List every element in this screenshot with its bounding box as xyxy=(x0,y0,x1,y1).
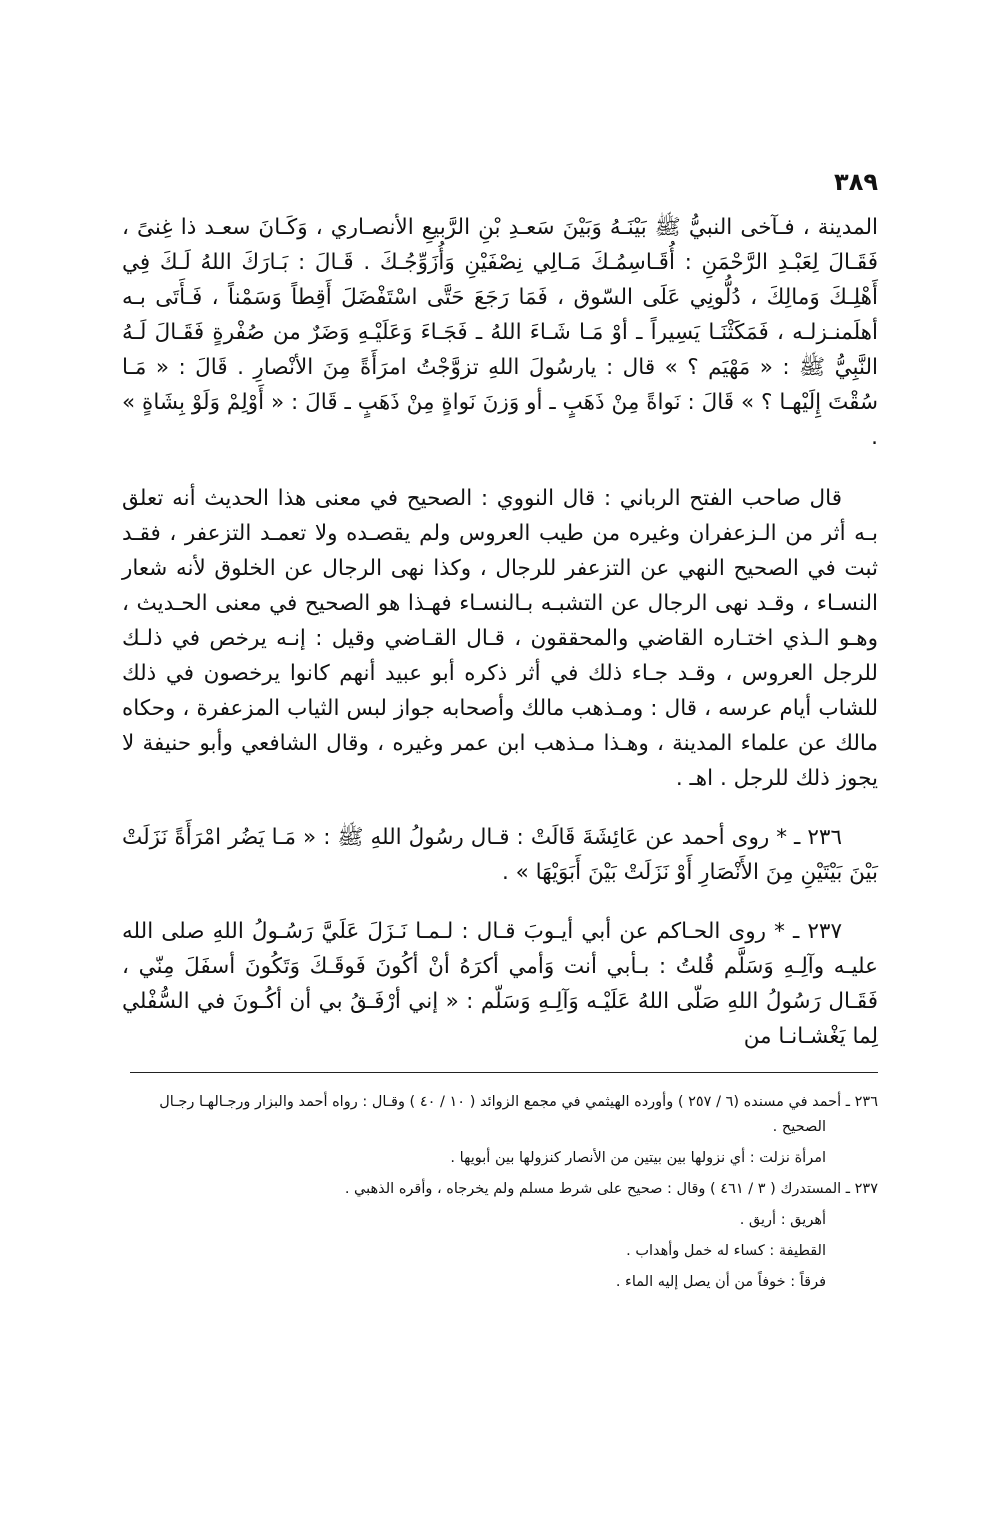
page-number: ٣٨٩ xyxy=(834,168,878,196)
paragraph-hadith-237: ٢٣٧ ـ * روى الحـاكم عن أبي أيـوبَ قـال : لـمـا نَـزَلَ عَلَيَّ رَسُـولُ اللهِ صلى الله عليـه وآلِـهِ وَسَلَّم قُلتُ : بـأبي أنت وَأمي أكرَهُ أنْ أكُونَ فَوقَـكَ وَتَكُونَ أسفَلَ مِنّي ، فَقَـال رَسُولُ اللهِ صَلّى اللهُ عَلَيْـه وَآلِـهِ وَسَلّم : « إني أرْفَـقُ بي أن أكُـونَ في السُّفْلي لِما يَغْشـانـا من xyxy=(122,919,878,1049)
paragraph-hadith-236: ٢٣٦ ـ * روى أحمد عن عَائِشَةَ قَالَتْ : قـال رسُولُ اللهِ ﷺ : « مَـا يَضُر امْرَأَةً نَزَلَتْ بَيْنَ بَيْتَيْنِ مِنَ الأَنْصَارِ أَوْ نَزَلَتْ بَيْنَ أَبَوَيْهَا » . xyxy=(122,825,878,885)
footnote-236: ٢٣٦ ـ أحمد في مسنده (٦ / ٢٥٧ ) وأورده الهيثمي في مجمع الزوائد ( ١٠ / ٤٠ ) وقـال : رواه أحمد والبزار ورجـالهـا رجـال xyxy=(159,1094,878,1110)
footnote-236-continuation: الصحيح . xyxy=(772,1119,826,1135)
footnote-237-gloss-1: أهريق : أريق . xyxy=(739,1212,826,1228)
footnotes xyxy=(122,1090,878,1295)
paragraph-hadith-abdulrahman: المدينة ، فـآخى النبيُّ ﷺ بَيْنَـهُ وَبَيْنَ سَعـدِ بْنِ الرَّبيعِ الأنصـاري ، وَكَـانَ سعـد ذا غِنىً ، فَقَـالَ لِعَبْـدِ الرَّحْمَنِ : أُقَـاسِمُـكَ مَـالِي نِصْفَيْنِ وَأُزَوِّجُـكَ . قَـالَ : بَـارَكَ اللهُ لَـكَ فِي أَهْلِـكَ وَمالِكَ ، دُلُّونِي عَلَى السّوق ، فَمَا رَجَعَ حَتَّى اسْتَفْضَلَ أَقِطاً وَسَمْناً ، فَـأَتَى بـه أهلَمنـزلـه ، فَمَكَثْنَـا يَسِيراً ـ أوْ مَـا شَـاءَ اللهُ ـ فَجَـاءَ وَعَلَيْـهِ وَضَرٌ من صُفْرةٍ فَقَـالَ لَـهُ النَّبِيُّ ﷺ : « مَهْيَم ؟ » قال : يارسُولَ اللهِ تزوَّجْتُ امرَأَةً مِنَ الأنْصارِ . قَالَ : « مَـا سُقْتَ إِلَيْهـا ؟ » قَالَ : نَواةً مِنْ ذَهَبٍ ـ أو وَزنَ نَواةٍ مِنْ ذَهَبٍ ـ قَالَ : « أَوْلِمْ وَلَوْ بِشَاةٍ » . xyxy=(122,215,878,450)
main-text-body xyxy=(122,210,878,1054)
footnote-237-gloss-2: القطيفة : كساء له خمل وأهداب . xyxy=(626,1243,826,1259)
paragraph-commentary-nawawi: قال صاحب الفتح الرباني : قال النووي : الصحيح في معنى هذا الحديث أنه تعلق بـه أثر من الـزعفران وغيره من طيب العروس ولم يقصـده ولا تعمـد التزعفر ، فقـد ثبت في الصحيح النهي عن التزعفر للرجال ، وكذا نهى الرجال عن الخلوق لأنه شعار النسـاء ، وقـد نهى الرجال عن التشبـه بـالنسـاء فهـذا هو الصحيح في معنى الحـديث ، وهـو الـذي اختـاره القاضي والمحققون ، قـال القـاضي وقيل : إنـه يرخص في ذلـك للرجل العروس ، وقـد جـاء ذلك في أثر ذكره أبو عبيد أنهم كانوا يرخصون في ذلك للشاب أيام عرسه ، قال : ومـذهب مالك وأصحابه جواز لبس الثياب المزعفرة ، وحكاه مالك عن علماء المدينة ، وهـذا مـذهب ابن عمر وغيره ، وقال الشافعي وأبو حنيفة لا يجوز ذلك للرجل . اهـ . xyxy=(122,486,878,791)
footnote-236-gloss: امرأة نزلت : أي نزولها بين بيتين من الأنصار كنزولها بين أبويها . xyxy=(450,1150,826,1166)
footnote-237-gloss-3: فرقاً : خوفاً من أن يصل إليه الماء . xyxy=(615,1274,826,1290)
footnote-separator xyxy=(130,1072,878,1073)
footnote-237: ٢٣٧ ـ المستدرك ( ٣ / ٤٦١ ) وقال : صحيح على شرط مسلم ولم يخرجاه ، وأقره الذهبي . xyxy=(344,1181,878,1197)
